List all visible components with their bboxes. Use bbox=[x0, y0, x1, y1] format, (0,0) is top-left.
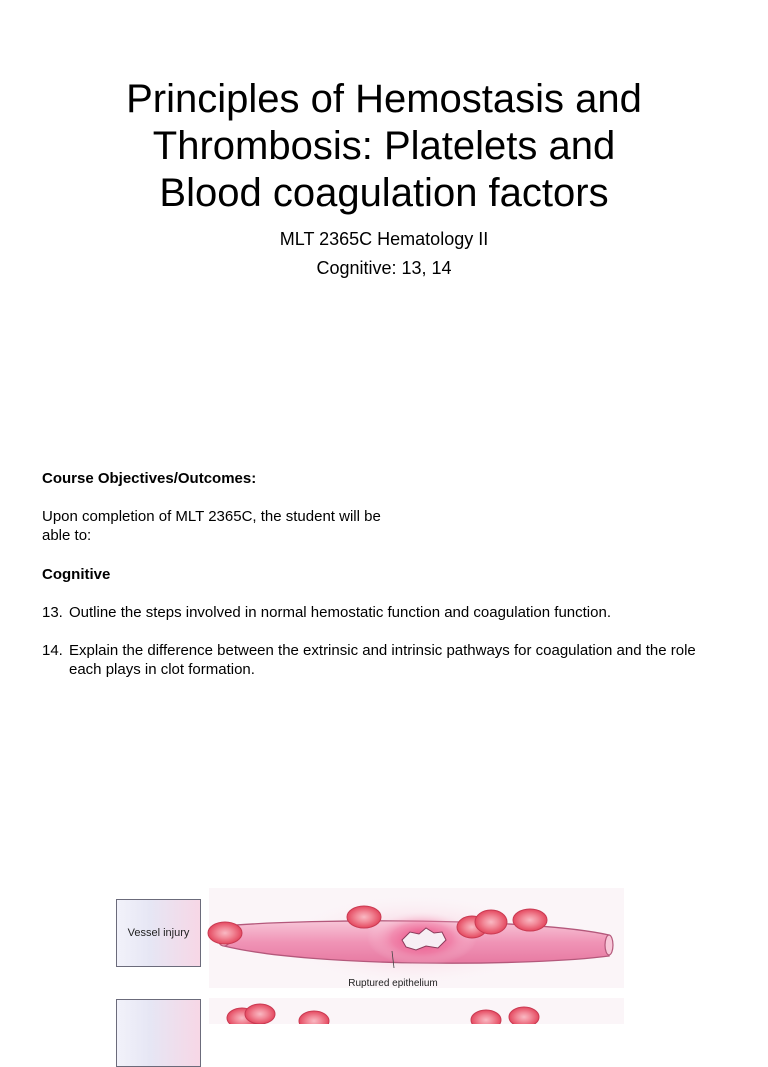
title-line-2: Thrombosis: Platelets and bbox=[152, 124, 616, 168]
objective-number: 14. bbox=[42, 642, 63, 659]
objective-number: 13. bbox=[42, 604, 63, 621]
red-blood-cell bbox=[208, 922, 242, 944]
objective-text: Explain the difference between the extrinsic and intrinsic pathways for coagulation and the role each plays in clot formation. bbox=[69, 642, 696, 678]
objectives-heading: Course Objectives/Outcomes: bbox=[42, 470, 257, 487]
red-blood-cell bbox=[245, 1004, 275, 1024]
red-blood-cell bbox=[513, 909, 547, 931]
stage-label: Vessel injury bbox=[127, 927, 190, 939]
title-line-3: Blood coagulation factors bbox=[159, 171, 609, 215]
objective-13 bbox=[42, 603, 722, 622]
course-code: MLT 2365C Hematology II bbox=[279, 229, 489, 249]
hemostasis-figure bbox=[114, 888, 624, 1024]
intro-line-2: able to: bbox=[42, 527, 92, 544]
red-blood-cell bbox=[347, 906, 381, 928]
objectives-intro bbox=[42, 507, 381, 545]
ruptured-epithelium-label: Ruptured epithelium bbox=[348, 978, 438, 989]
red-blood-cell bbox=[475, 910, 507, 934]
red-blood-cell bbox=[509, 1007, 539, 1024]
stage-label-box-2 bbox=[116, 999, 201, 1067]
cognitive-reference: Cognitive: 13, 14 bbox=[316, 258, 452, 278]
title-line-1: Principles of Hemostasis and bbox=[126, 77, 642, 121]
stage-label-box bbox=[116, 899, 201, 967]
objective-14 bbox=[42, 641, 722, 679]
intro-line-1: Upon completion of MLT 2365C, the student will be bbox=[42, 508, 381, 525]
objective-text: Outline the steps involved in normal hemostatic function and coagulation function. bbox=[69, 604, 611, 621]
vessel-end bbox=[605, 935, 613, 955]
slide-title bbox=[0, 76, 768, 217]
cognitive-heading: Cognitive bbox=[42, 566, 111, 583]
